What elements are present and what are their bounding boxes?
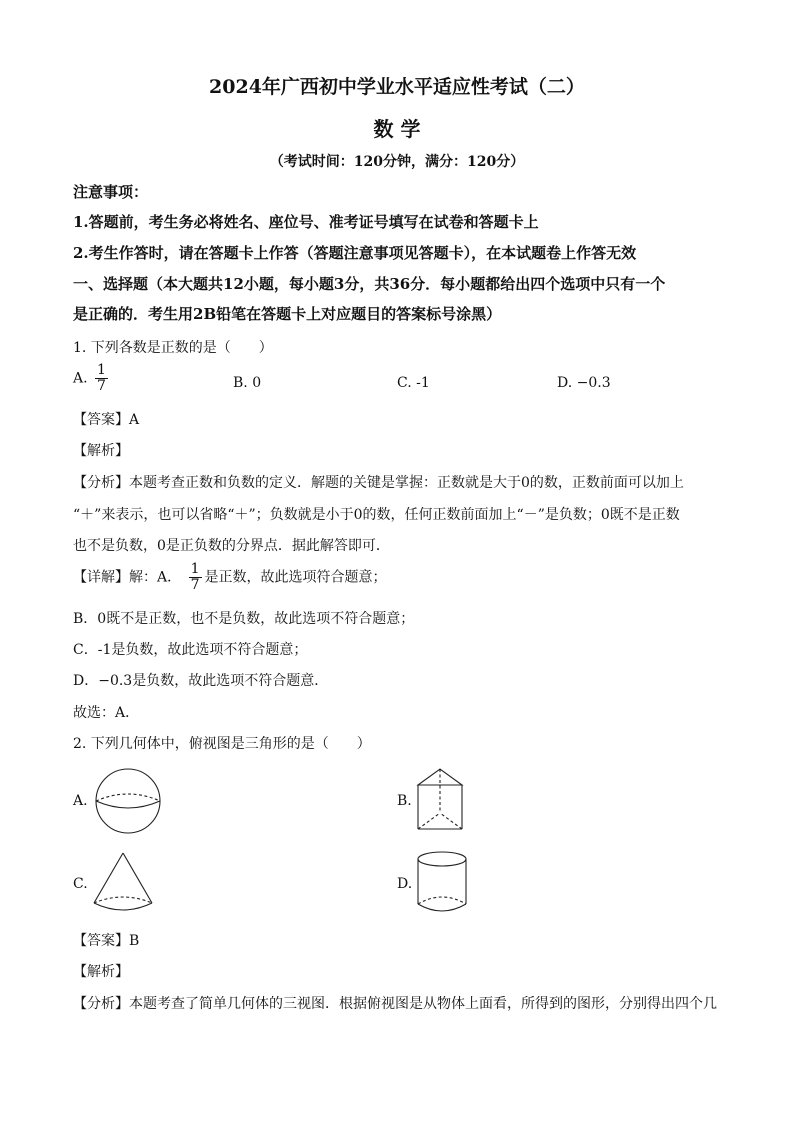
q1-detail-line-a bbox=[73, 562, 387, 593]
prism-hidden-bottom-right bbox=[440, 813, 462, 829]
cone-base-front bbox=[94, 903, 152, 910]
q1-fenxi-line-1 bbox=[73, 474, 684, 492]
q1-option-a-numerator: 1 bbox=[97, 362, 106, 378]
q2-option-b-label: B. bbox=[397, 793, 412, 809]
q1-detail-a-denominator: 7 bbox=[190, 577, 200, 593]
q1-option-a-denominator: 7 bbox=[97, 378, 106, 394]
q2-option-d-label: D. bbox=[397, 876, 413, 892]
q1-detail-a-prefix: 解：A． bbox=[129, 569, 182, 586]
q2-analysis-tag: 【解析】 bbox=[73, 964, 129, 980]
q1-analysis-tag: 【解析】 bbox=[73, 443, 129, 459]
cylinder-figure bbox=[416, 850, 468, 914]
q2-answer-value: B bbox=[129, 933, 140, 949]
cylinder-base-front bbox=[418, 904, 466, 911]
section-heading-line-2: 是正确的．考生用2B铅笔在答题卡上对应题目的答案标号涂黑） bbox=[73, 305, 502, 323]
prism-hidden-bottom-left bbox=[418, 813, 440, 829]
q1-fenxi-line-2: “＋”来表示，也可以省略“＋”；负数就是小于0的数，任何正数前面加上“－”是负数；0既不是正数 bbox=[73, 507, 680, 523]
notice-heading: 注意事项： bbox=[73, 183, 149, 201]
q1-detail-line-b: B．0既不是正数，也不是负数，故此选项不符合题意； bbox=[73, 611, 415, 627]
q2-answer-tag: 【答案】 bbox=[73, 933, 129, 949]
q2-stem: 2. 下列几何体中，俯视图是三角形的是（ ） bbox=[73, 736, 371, 752]
q1-answer-value: A bbox=[129, 412, 140, 428]
q1-option-d: D. −0.3 bbox=[557, 375, 611, 391]
q1-answer bbox=[73, 411, 139, 429]
subject-title: 数 学 bbox=[373, 117, 421, 141]
sphere-equator-front bbox=[96, 801, 160, 808]
notice-item-1: 1.答题前，考生务必将姓名、座位号、准考证号填写在试卷和答题卡上 bbox=[73, 213, 539, 231]
q1-fenxi-text-1: 本题考查正数和负数的定义．解题的关键是掌握：正数就是大于0的数，正数前面可以加上 bbox=[129, 475, 684, 491]
q1-option-b: B. 0 bbox=[233, 375, 262, 391]
cone-figure bbox=[92, 851, 154, 913]
q1-option-a-fraction bbox=[95, 363, 108, 394]
exam-title: 2024年广西初中学业水平适应性考试（二） bbox=[209, 76, 585, 98]
cylinder-base-back bbox=[418, 897, 466, 904]
cone-right-edge bbox=[123, 853, 152, 903]
q1-fenxi-line-3: 也不是负数，0是正负数的分界点．据此解答即可． bbox=[73, 538, 390, 554]
sphere-figure bbox=[94, 767, 162, 835]
notice-item-2: 2.考生作答时，请在答题卡上作答（答题注意事项见答题卡），在本试题卷上作答无效 bbox=[73, 244, 637, 262]
q1-detail-line-d: D．−0.3是负数，故此选项不符合题意． bbox=[73, 673, 329, 689]
q1-fenxi-tag: 【分析】 bbox=[73, 475, 129, 491]
cylinder-top-face bbox=[418, 852, 466, 866]
section-heading-line-1: 一、选择题（本大题共12小题，每小题3分，共36分．每小题都给出四个选项中只有一个 bbox=[73, 275, 666, 293]
q2-option-c-label: C. bbox=[73, 876, 88, 892]
q1-detail-tag: 【详解】 bbox=[73, 569, 129, 586]
sphere-outline bbox=[96, 769, 160, 833]
q2-fenxi-tag: 【分析】 bbox=[73, 996, 129, 1012]
q2-fenxi-text-1: 本题考查了简单几何体的三视图．根据俯视图是从物体上面看，所得到的图形，分别得出四个几 bbox=[129, 996, 717, 1012]
q1-stem: 1. 下列各数是正数的是（ ） bbox=[73, 340, 273, 356]
q1-detail-a-numerator: 1 bbox=[190, 561, 200, 577]
q1-option-a-letter: A. bbox=[73, 370, 88, 387]
q1-option-c: C. -1 bbox=[397, 375, 430, 391]
q2-option-a-label: A. bbox=[73, 793, 88, 809]
q1-conclusion: 故选：A． bbox=[73, 705, 140, 721]
q2-answer bbox=[73, 932, 139, 950]
q1-answer-tag: 【答案】 bbox=[73, 412, 129, 428]
sphere-equator-back bbox=[96, 794, 160, 801]
triangular-prism-figure bbox=[416, 767, 466, 833]
cone-base-back bbox=[94, 897, 152, 903]
q1-detail-a-fraction bbox=[189, 562, 202, 593]
q1-option-a bbox=[73, 363, 111, 394]
q1-detail-line-c: C．-1是负数，故此选项不符合题意； bbox=[73, 642, 308, 658]
exam-meta: （考试时间：120分钟，满分：120分） bbox=[269, 154, 525, 170]
q1-detail-a-suffix: 是正数，故此选项符合题意； bbox=[204, 569, 387, 586]
q2-fenxi-line-1 bbox=[73, 995, 717, 1013]
cone-left-edge bbox=[94, 853, 123, 903]
